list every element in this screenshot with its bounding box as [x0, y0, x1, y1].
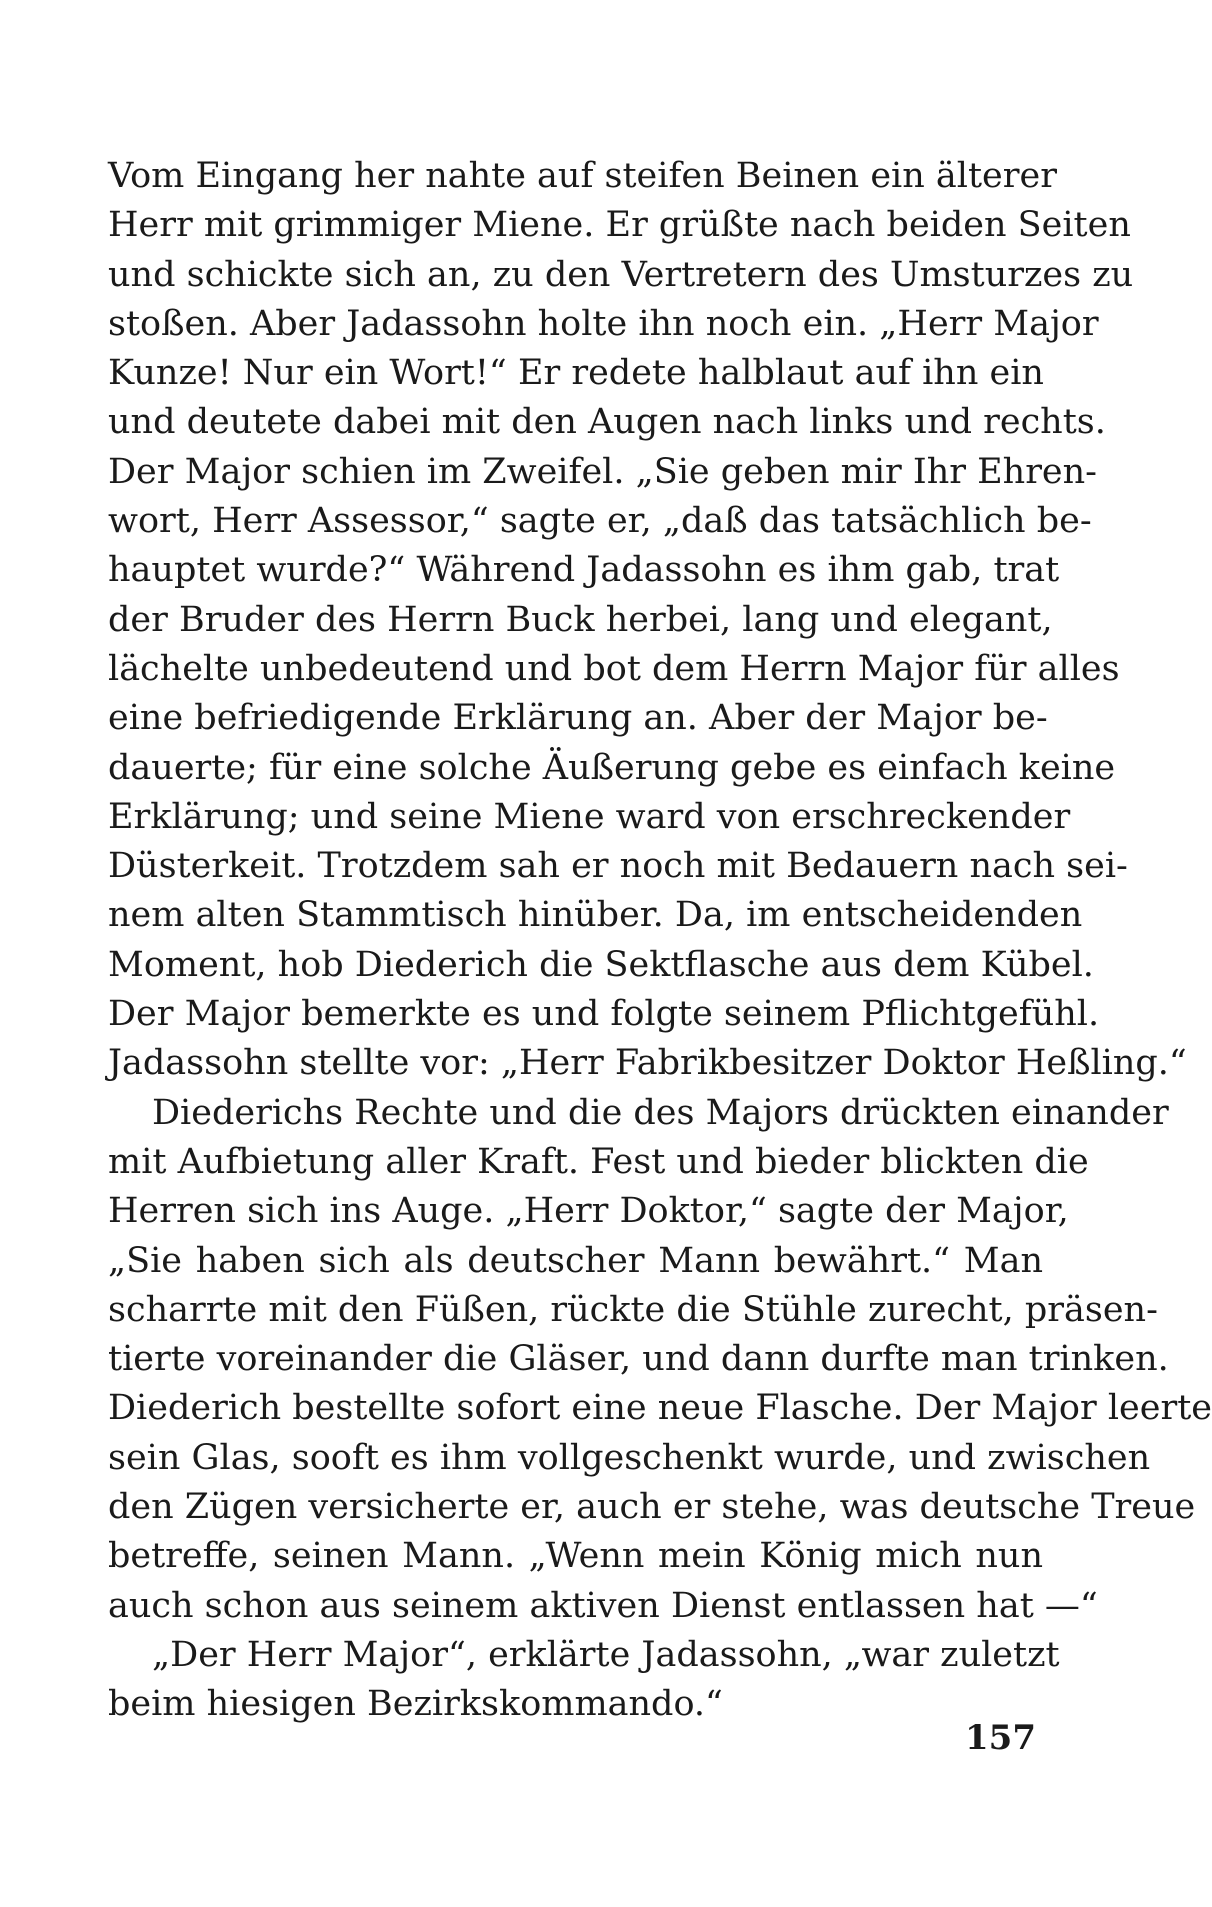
text-line: Vom Eingang her nahte auf steifen Beinen ein älterer [108, 156, 1057, 196]
text-line: „Sie haben sich als deutscher Mann bewährt.“ Man [108, 1240, 1043, 1281]
text-line: betreffe, seinen Mann. „Wenn mein König mich nun [108, 1536, 1043, 1577]
text-line: beim hiesigen Bezirkskommando.“ [108, 1684, 723, 1725]
body-text [108, 152, 1212, 1730]
text-line: eine befriedigende Erklärung an. Aber der Major be- [108, 698, 1048, 739]
text-line: den Zügen versicherte er, auch er stehe, was deutsche Treue [108, 1487, 1196, 1528]
text-line: nem alten Stammtisch hinüber. Da, im entscheidenden [108, 895, 1083, 936]
text-line: scharrte mit den Füßen, rückte die Stühle zurecht, präsen- [108, 1289, 1158, 1330]
text-line: auch schon aus seinem aktiven Dienst entlassen hat —“ [108, 1585, 1098, 1626]
text-line: und deutete dabei mit den Augen nach links und rechts. [108, 402, 1106, 443]
text-line: tierte voreinander die Gläser, und dann durfte man trinken. [108, 1339, 1169, 1380]
text-line: Herr mit grimmiger Miene. Er grüßte nach beiden Seiten [108, 205, 1131, 246]
text-line: Herren sich ins Auge. „Herr Doktor,“ sagte der Major, [108, 1191, 1069, 1232]
text-line: lächelte unbedeutend und bot dem Herrn Major für alles [108, 648, 1120, 689]
text-line: Düsterkeit. Trotzdem sah er noch mit Bedauern nach sei- [108, 846, 1128, 887]
text-line: hauptet wurde?“ Während Jadassohn es ihm gab, trat [108, 550, 1060, 591]
text-line: mit Aufbietung aller Kraft. Fest und bieder blickten die [108, 1141, 1089, 1182]
text-line: Moment, hob Diederich die Sektflasche aus dem Kübel. [108, 944, 1094, 985]
text-line: Diederichs Rechte und die des Majors drückten einander [152, 1092, 1169, 1133]
text-line: Der Major schien im Zweifel. „Sie geben mir Ihr Ehren- [108, 451, 1098, 492]
text-line: und schickte sich an, zu den Vertretern des Umsturzes zu [108, 254, 1134, 295]
text-line: Erklärung; und seine Miene ward von erschreckender [108, 796, 1071, 837]
text-line: Diederich bestellte sofort eine neue Flasche. Der Major leerte [108, 1388, 1212, 1429]
text-line: Kunze! Nur ein Wort!“ Er redete halblaut auf ihn ein [108, 353, 1044, 394]
text-line: Jadassohn stellte vor: „Herr Fabrikbesitzer Doktor Heßling.“ [108, 1043, 1187, 1084]
text-line: stoßen. Aber Jadassohn holte ihn noch ein. „Herr Major [108, 303, 1099, 344]
text-line: dauerte; für eine solche Äußerung gebe es einfach keine [108, 747, 1116, 788]
text-line: Der Major bemerkte es und folgte seinem Pflichtgefühl. [108, 994, 1100, 1035]
text-line: „Der Herr Major“, erklärte Jadassohn, „war zuletzt [152, 1634, 1060, 1675]
page-number: 157 [965, 1718, 1036, 1758]
text-line: der Bruder des Herrn Buck herbei, lang und elegant, [108, 599, 1053, 640]
text-line: sein Glas, sooft es ihm vollgeschenkt wurde, und zwischen [108, 1437, 1151, 1478]
text-line: wort, Herr Assessor,“ sagte er, „daß das tatsächlich be- [108, 501, 1092, 542]
